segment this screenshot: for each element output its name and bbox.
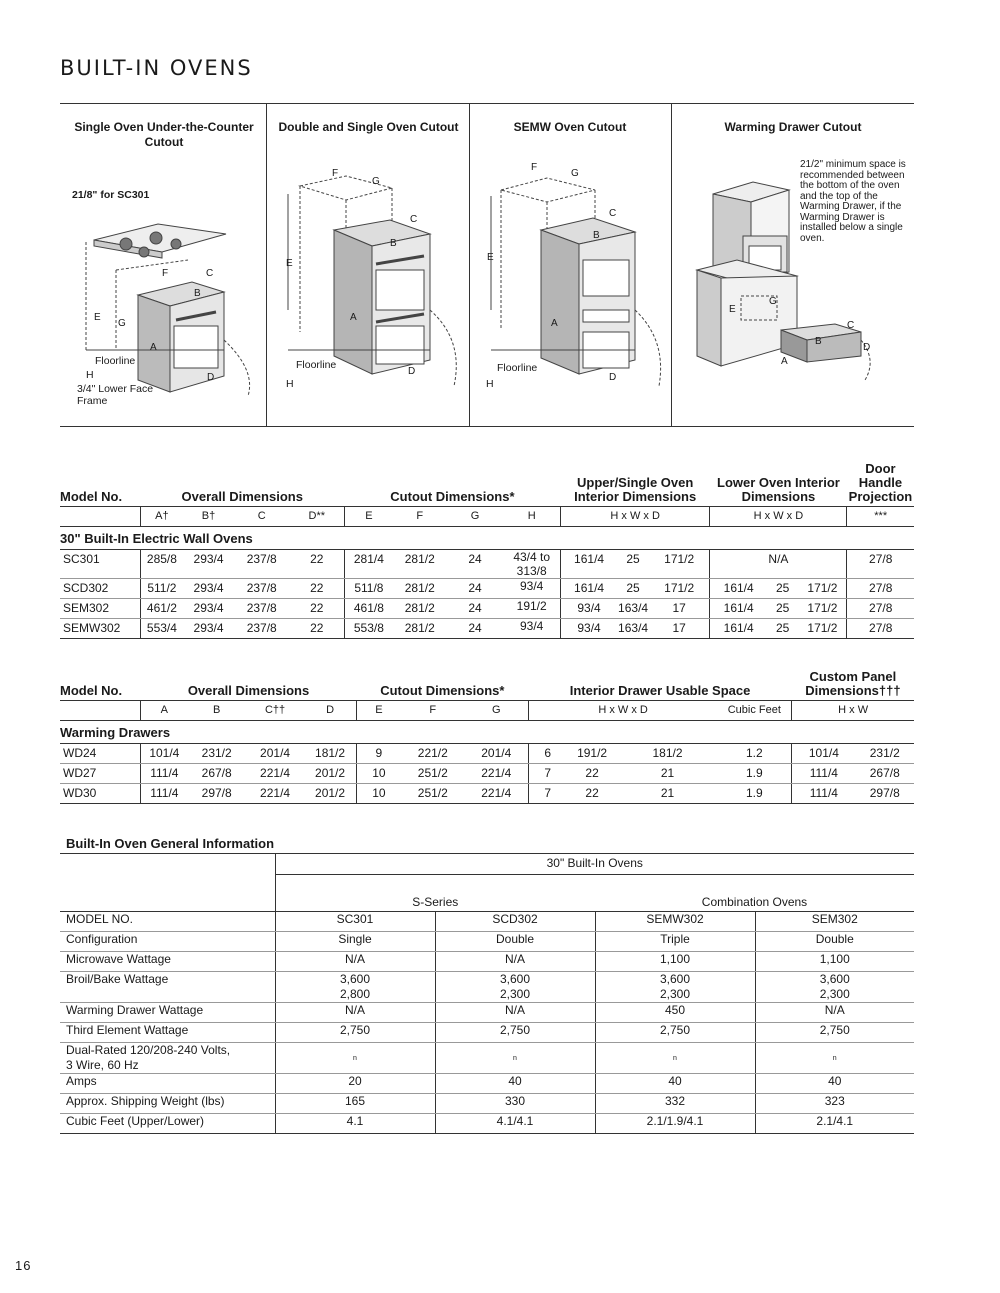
- value-cell: 4.1/4.1: [435, 1114, 595, 1134]
- svg-text:A: A: [781, 356, 788, 367]
- table-row: [60, 599, 914, 619]
- value-cell: N/A: [710, 550, 847, 579]
- value-cell: Double: [755, 932, 914, 952]
- value-cell: 332: [595, 1094, 755, 1114]
- single-oven-under-counter-diagram: [66, 200, 266, 400]
- table-row: [60, 1074, 914, 1094]
- row-label: Cubic Feet (Upper/Lower): [60, 1114, 275, 1134]
- diagram-bottom-rule: [60, 426, 914, 427]
- col-overall-dimensions: Overall Dimensions: [141, 670, 357, 701]
- sub-a: A: [141, 701, 188, 721]
- value-cell: 25: [617, 550, 649, 579]
- table-row: [60, 619, 914, 639]
- value-cell: n: [435, 1043, 595, 1074]
- value-cell: N/A: [275, 952, 435, 972]
- value-cell: N/A: [435, 952, 595, 972]
- value-cell: 7: [528, 784, 566, 804]
- corner-cell: [60, 875, 275, 912]
- row-label: Dual-Rated 120/208-240 Volts, 3 Wire, 60 Hz: [60, 1043, 275, 1074]
- sub-door: ***: [847, 507, 914, 527]
- diagram-caption: Single Oven Under-the-Counter Cutout: [74, 120, 254, 149]
- table-row: [60, 912, 914, 932]
- semw-oven-cutout-diagram: [475, 160, 670, 390]
- svg-text:A: A: [350, 312, 357, 323]
- value-cell: 461/8: [344, 599, 392, 619]
- value-cell: 251/2: [401, 764, 465, 784]
- table-row: [60, 1043, 914, 1074]
- value-cell: SCD302: [435, 912, 595, 932]
- diagram-divider: [266, 103, 267, 426]
- sub-c: C: [234, 507, 290, 527]
- row-label: Warming Drawer Wattage: [60, 1003, 275, 1023]
- general-info-title: Built-In Oven General Information: [66, 836, 275, 851]
- value-cell: 93/4: [560, 619, 617, 639]
- col-model: Model No.: [60, 462, 140, 507]
- value-cell: 1,100: [755, 952, 914, 972]
- value-cell: 281/4: [344, 550, 392, 579]
- svg-text:F: F: [531, 162, 538, 173]
- value-cell: 27/8: [847, 599, 914, 619]
- svg-text:D: D: [863, 342, 871, 353]
- col-lower-oven-interior: Lower Oven Interior Dimensions: [710, 462, 847, 507]
- value-cell: 25: [767, 619, 799, 639]
- svg-text:E: E: [286, 258, 293, 269]
- value-cell: 21: [618, 784, 718, 804]
- value-cell: N/A: [275, 1003, 435, 1023]
- value-cell: 24: [447, 579, 504, 599]
- svg-text:B: B: [815, 336, 822, 347]
- general-info-table: [60, 854, 914, 1134]
- svg-text:E: E: [487, 252, 494, 263]
- table-row: [60, 579, 914, 599]
- s-series-header: S-Series: [275, 875, 595, 912]
- value-cell: 161/4: [710, 579, 767, 599]
- sub-f: F: [393, 507, 447, 527]
- value-cell: 297/8: [187, 784, 245, 804]
- value-cell: N/A: [435, 1003, 595, 1023]
- value-cell: 1,100: [595, 952, 755, 972]
- col-door-handle-projection: Door Handle Projection: [847, 462, 914, 507]
- diagram-caption: SEMW Oven Cutout: [513, 120, 627, 134]
- value-cell: 3,600 2,300: [755, 972, 914, 1003]
- sub-h: H: [503, 507, 560, 527]
- value-cell: 161/4: [560, 579, 617, 599]
- col-cutout-dimensions: Cutout Dimensions*: [356, 670, 528, 701]
- value-cell: 93/4: [503, 619, 560, 639]
- value-cell: 2.1/1.9/4.1: [595, 1114, 755, 1134]
- value-cell: 231/2: [187, 744, 245, 764]
- svg-text:A: A: [150, 342, 157, 353]
- value-cell: n: [275, 1043, 435, 1074]
- h-label: H: [486, 378, 494, 390]
- value-cell: 101/4: [141, 744, 188, 764]
- svg-text:D: D: [207, 372, 215, 383]
- value-cell: 267/8: [855, 764, 914, 784]
- diagram-divider: [469, 103, 470, 426]
- svg-text:B: B: [194, 288, 201, 299]
- value-cell: 22: [290, 619, 345, 639]
- table-row: [60, 952, 914, 972]
- value-cell: 221/2: [401, 744, 465, 764]
- value-cell: 281/2: [393, 579, 447, 599]
- value-cell: 22: [290, 599, 345, 619]
- model-cell: SC301: [60, 550, 140, 579]
- value-cell: 93/4: [503, 579, 560, 599]
- svg-text:F: F: [332, 168, 339, 179]
- svg-text:E: E: [729, 304, 736, 315]
- value-cell: 40: [435, 1074, 595, 1094]
- sub-d: D: [304, 701, 356, 721]
- value-cell: 221/4: [465, 784, 529, 804]
- svg-text:C: C: [410, 214, 418, 225]
- value-cell: 22: [567, 764, 618, 784]
- svg-text:G: G: [571, 168, 579, 179]
- value-cell: 3,600 2,300: [435, 972, 595, 1003]
- group-header: 30" Built-In Ovens: [275, 854, 914, 875]
- sub-a: A†: [140, 507, 183, 527]
- value-cell: 201/2: [304, 784, 356, 804]
- value-cell: 101/4: [792, 744, 856, 764]
- model-cell: SEMW302: [60, 619, 140, 639]
- sub-b: B†: [183, 507, 234, 527]
- double-oven-cutout-diagram: [272, 160, 467, 390]
- table-row: [60, 550, 914, 579]
- row-label: MODEL NO.: [60, 912, 275, 932]
- warming-drawers-dimensions-table: [60, 670, 914, 804]
- value-cell: 171/2: [798, 579, 846, 599]
- value-cell: 43/4 to 313/8: [503, 550, 560, 579]
- value-cell: 10: [356, 764, 401, 784]
- sub-hwd: H x W x D: [528, 701, 717, 721]
- value-cell: 237/8: [234, 579, 290, 599]
- value-cell: 22: [567, 784, 618, 804]
- lower-face-frame-label: 3/4" Lower Face Frame: [77, 383, 154, 407]
- value-cell: 171/2: [798, 599, 846, 619]
- value-cell: 281/2: [393, 550, 447, 579]
- row-label: Configuration: [60, 932, 275, 952]
- value-cell: 25: [767, 599, 799, 619]
- col-model: Model No.: [60, 670, 141, 701]
- model-cell: SEM302: [60, 599, 140, 619]
- value-cell: 2,750: [275, 1023, 435, 1043]
- section-title: Warming Drawers: [60, 721, 914, 744]
- table-row: [60, 932, 914, 952]
- diagram-note: 21/8" for SC301: [72, 189, 150, 201]
- value-cell: 297/8: [855, 784, 914, 804]
- value-cell: SC301: [275, 912, 435, 932]
- value-cell: 281/2: [393, 619, 447, 639]
- page-number: 16: [15, 1258, 32, 1273]
- svg-text:C: C: [206, 268, 214, 279]
- value-cell: 1.9: [717, 784, 791, 804]
- value-cell: 511/8: [344, 579, 392, 599]
- row-label: Approx. Shipping Weight (lbs): [60, 1094, 275, 1114]
- value-cell: 231/2: [855, 744, 914, 764]
- value-cell: N/A: [755, 1003, 914, 1023]
- svg-text:C: C: [609, 208, 617, 219]
- value-cell: 293/4: [183, 579, 234, 599]
- svg-text:G: G: [769, 296, 777, 307]
- value-cell: 165: [275, 1094, 435, 1114]
- table-row: [60, 744, 914, 764]
- value-cell: 27/8: [847, 619, 914, 639]
- value-cell: 237/8: [234, 550, 290, 579]
- value-cell: n: [755, 1043, 914, 1074]
- svg-text:B: B: [593, 230, 600, 241]
- value-cell: 171/2: [649, 550, 710, 579]
- h-label: H: [286, 378, 294, 390]
- value-cell: 40: [755, 1074, 914, 1094]
- sub-e: E: [356, 701, 401, 721]
- value-cell: 4.1: [275, 1114, 435, 1134]
- value-cell: 293/4: [183, 550, 234, 579]
- svg-text:B: B: [390, 238, 397, 249]
- col-interior-drawer-space: Interior Drawer Usable Space: [528, 670, 791, 701]
- page-title: BUILT-IN OVENS: [60, 56, 253, 80]
- sub-c: C††: [246, 701, 304, 721]
- table-row: [60, 1094, 914, 1114]
- sub-g: G: [447, 507, 504, 527]
- value-cell: 3,600 2,300: [595, 972, 755, 1003]
- value-cell: 285/8: [140, 550, 183, 579]
- row-label: Amps: [60, 1074, 275, 1094]
- floorline-label: Floorline: [95, 355, 136, 367]
- value-cell: 461/2: [140, 599, 183, 619]
- value-cell: 2,750: [755, 1023, 914, 1043]
- sub-blank: [60, 507, 140, 527]
- table-row: [60, 764, 914, 784]
- value-cell: 161/4: [710, 619, 767, 639]
- value-cell: 111/4: [141, 764, 188, 784]
- corner-cell: [60, 854, 275, 875]
- value-cell: 111/4: [792, 764, 856, 784]
- sub-cubic-feet: Cubic Feet: [717, 701, 791, 721]
- value-cell: 25: [617, 579, 649, 599]
- value-cell: 1.2: [717, 744, 791, 764]
- value-cell: 191/2: [503, 599, 560, 619]
- diagram-caption: Warming Drawer Cutout: [724, 120, 862, 134]
- value-cell: 161/4: [560, 550, 617, 579]
- col-custom-panel: Custom Panel Dimensions†††: [792, 670, 914, 701]
- sub-upper-hwd: H x W x D: [560, 507, 710, 527]
- row-label: Broil/Bake Wattage: [60, 972, 275, 1003]
- value-cell: 10: [356, 784, 401, 804]
- value-cell: 93/4: [560, 599, 617, 619]
- svg-text:E: E: [94, 312, 101, 323]
- value-cell: 323: [755, 1094, 914, 1114]
- svg-text:A: A: [551, 318, 558, 329]
- model-cell: SCD302: [60, 579, 140, 599]
- value-cell: 171/2: [798, 619, 846, 639]
- value-cell: 221/4: [246, 784, 304, 804]
- value-cell: 22: [290, 579, 345, 599]
- value-cell: 281/2: [393, 599, 447, 619]
- value-cell: 163/4: [617, 599, 649, 619]
- diagram-divider: [671, 103, 672, 426]
- floorline-label: Floorline: [497, 362, 538, 374]
- col-upper-oven-interior: Upper/Single Oven Interior Dimensions: [560, 462, 710, 507]
- value-cell: 25: [767, 579, 799, 599]
- value-cell: 267/8: [187, 764, 245, 784]
- value-cell: 191/2: [567, 744, 618, 764]
- value-cell: 553/8: [344, 619, 392, 639]
- value-cell: 330: [435, 1094, 595, 1114]
- sub-b: B: [187, 701, 245, 721]
- value-cell: 7: [528, 764, 566, 784]
- model-cell: WD27: [60, 764, 141, 784]
- table-row: [60, 1023, 914, 1043]
- value-cell: 21: [618, 764, 718, 784]
- value-cell: 221/4: [246, 764, 304, 784]
- value-cell: 2.1/4.1: [755, 1114, 914, 1134]
- value-cell: 181/2: [618, 744, 718, 764]
- value-cell: 2,750: [595, 1023, 755, 1043]
- value-cell: 201/2: [304, 764, 356, 784]
- svg-text:D: D: [408, 366, 416, 377]
- value-cell: 201/4: [465, 744, 529, 764]
- value-cell: 161/4: [710, 599, 767, 619]
- col-overall-dimensions: Overall Dimensions: [140, 462, 344, 507]
- value-cell: Triple: [595, 932, 755, 952]
- value-cell: 27/8: [847, 550, 914, 579]
- svg-text:C: C: [847, 320, 855, 331]
- value-cell: 2,750: [435, 1023, 595, 1043]
- value-cell: 251/2: [401, 784, 465, 804]
- value-cell: 17: [649, 619, 710, 639]
- diagram-top-rule: [60, 103, 914, 104]
- section-title: 30" Built-In Electric Wall Ovens: [60, 527, 914, 550]
- model-cell: WD24: [60, 744, 141, 764]
- h-label: H: [86, 369, 94, 381]
- value-cell: 40: [595, 1074, 755, 1094]
- warming-drawer-cutout-diagram: [677, 180, 907, 390]
- sub-panel-hw: H x W: [792, 701, 914, 721]
- table-row: [60, 1003, 914, 1023]
- table-row: [60, 972, 914, 1003]
- value-cell: 111/4: [792, 784, 856, 804]
- value-cell: 237/8: [234, 619, 290, 639]
- value-cell: 24: [447, 599, 504, 619]
- built-in-ovens-dimensions-table: [60, 462, 914, 639]
- value-cell: n: [595, 1043, 755, 1074]
- sub-f: F: [401, 701, 465, 721]
- value-cell: 293/4: [183, 599, 234, 619]
- combination-ovens-header: Combination Ovens: [595, 875, 914, 912]
- value-cell: 17: [649, 599, 710, 619]
- diagram-caption: Double and Single Oven Cutout: [278, 120, 459, 134]
- table-row: [60, 784, 914, 804]
- value-cell: SEM302: [755, 912, 914, 932]
- value-cell: 24: [447, 550, 504, 579]
- value-cell: 24: [447, 619, 504, 639]
- value-cell: 450: [595, 1003, 755, 1023]
- value-cell: 20: [275, 1074, 435, 1094]
- value-cell: 22: [290, 550, 345, 579]
- col-cutout-dimensions: Cutout Dimensions*: [344, 462, 560, 507]
- value-cell: 111/4: [141, 784, 188, 804]
- value-cell: 181/2: [304, 744, 356, 764]
- value-cell: 27/8: [847, 579, 914, 599]
- sub-blank: [60, 701, 141, 721]
- svg-text:G: G: [118, 318, 126, 329]
- floorline-label: Floorline: [296, 359, 337, 371]
- svg-text:F: F: [162, 268, 169, 279]
- row-label: Third Element Wattage: [60, 1023, 275, 1043]
- value-cell: 553/4: [140, 619, 183, 639]
- value-cell: 1.9: [717, 764, 791, 784]
- value-cell: 293/4: [183, 619, 234, 639]
- value-cell: 9: [356, 744, 401, 764]
- value-cell: 163/4: [617, 619, 649, 639]
- value-cell: 237/8: [234, 599, 290, 619]
- warming-drawer-note: 21/2" minimum space is recommended between the bottom of the oven and the top of the Warming Drawer, if the Warming Drawer is installed below a single oven.: [800, 159, 906, 244]
- sub-lower-hwd: H x W x D: [710, 507, 847, 527]
- sub-d: D**: [290, 507, 345, 527]
- sub-g: G: [465, 701, 529, 721]
- value-cell: 221/4: [465, 764, 529, 784]
- sub-e: E: [344, 507, 392, 527]
- value-cell: Single: [275, 932, 435, 952]
- table-row: [60, 1114, 914, 1134]
- value-cell: SEMW302: [595, 912, 755, 932]
- value-cell: 6: [528, 744, 566, 764]
- row-label: Microwave Wattage: [60, 952, 275, 972]
- value-cell: 201/4: [246, 744, 304, 764]
- svg-text:D: D: [609, 372, 617, 383]
- value-cell: 3,600 2,800: [275, 972, 435, 1003]
- value-cell: 171/2: [649, 579, 710, 599]
- svg-text:G: G: [372, 176, 380, 187]
- value-cell: Double: [435, 932, 595, 952]
- value-cell: 511/2: [140, 579, 183, 599]
- model-cell: WD30: [60, 784, 141, 804]
